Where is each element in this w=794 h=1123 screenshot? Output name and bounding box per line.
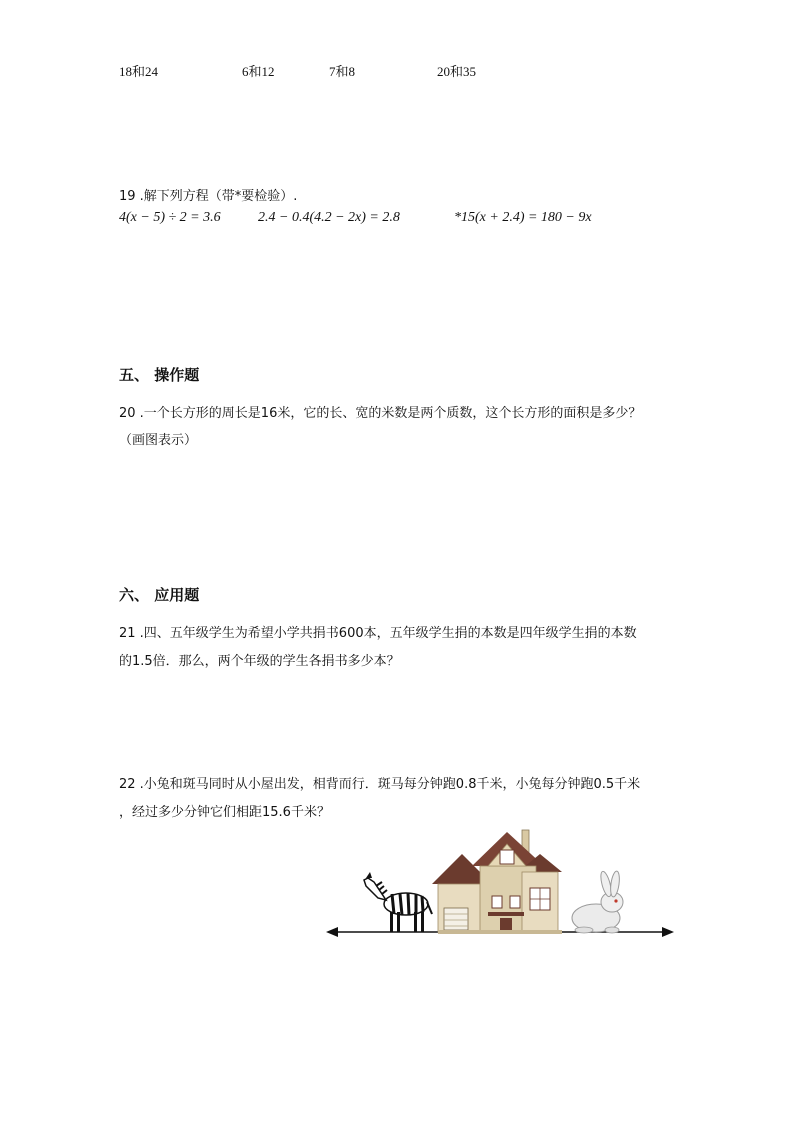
house-icon (432, 830, 562, 934)
rabbit-icon (572, 870, 623, 933)
gcd-pair-2: 6和12 (242, 64, 275, 79)
q21-line-1: 21 .四、五年级学生为希望小学共捐书600本，五年级学生捐的本数是四年级学生捐的本数 (119, 626, 637, 641)
q19-equation-3: *15(x + 2.4) = 180 − 9x (454, 210, 592, 225)
q21-line-2: 的1.5倍．那么，两个年级的学生各捐书多少本？ (119, 654, 400, 669)
zebra-icon (364, 872, 432, 932)
q20-line-2: （画图表示） (119, 433, 198, 448)
gcd-pair-3: 7和8 (329, 64, 356, 79)
section-5-title: 五、 操作题 (119, 366, 200, 384)
q19-equation-1: 4(x − 5) ÷ 2 = 3.6 (119, 210, 221, 225)
q20-line-1: 20 .一个长方形的周长是16米，它的长、宽的米数是两个质数，这个长方形的面积是多少？ (119, 406, 642, 421)
q19-prompt: 19 .解下列方程（带*要检验）. (119, 189, 298, 204)
zebra-house-rabbit-illustration (322, 826, 678, 940)
gcd-pair-4: 20和35 (437, 64, 477, 79)
gcd-pair-1: 18和24 (119, 64, 159, 79)
q19-equation-2: 2.4 − 0.4(4.2 − 2x) = 2.8 (258, 210, 400, 225)
q22-line-2: ，经过多少分钟它们相距15.6千米？ (119, 805, 330, 820)
section-6-title: 六、 应用题 (119, 586, 200, 604)
q22-line-1: 22 .小兔和斑马同时从小屋出发，相背而行．斑马每分钟跑0.8千米，小兔每分钟跑0.5千米 (119, 777, 641, 792)
